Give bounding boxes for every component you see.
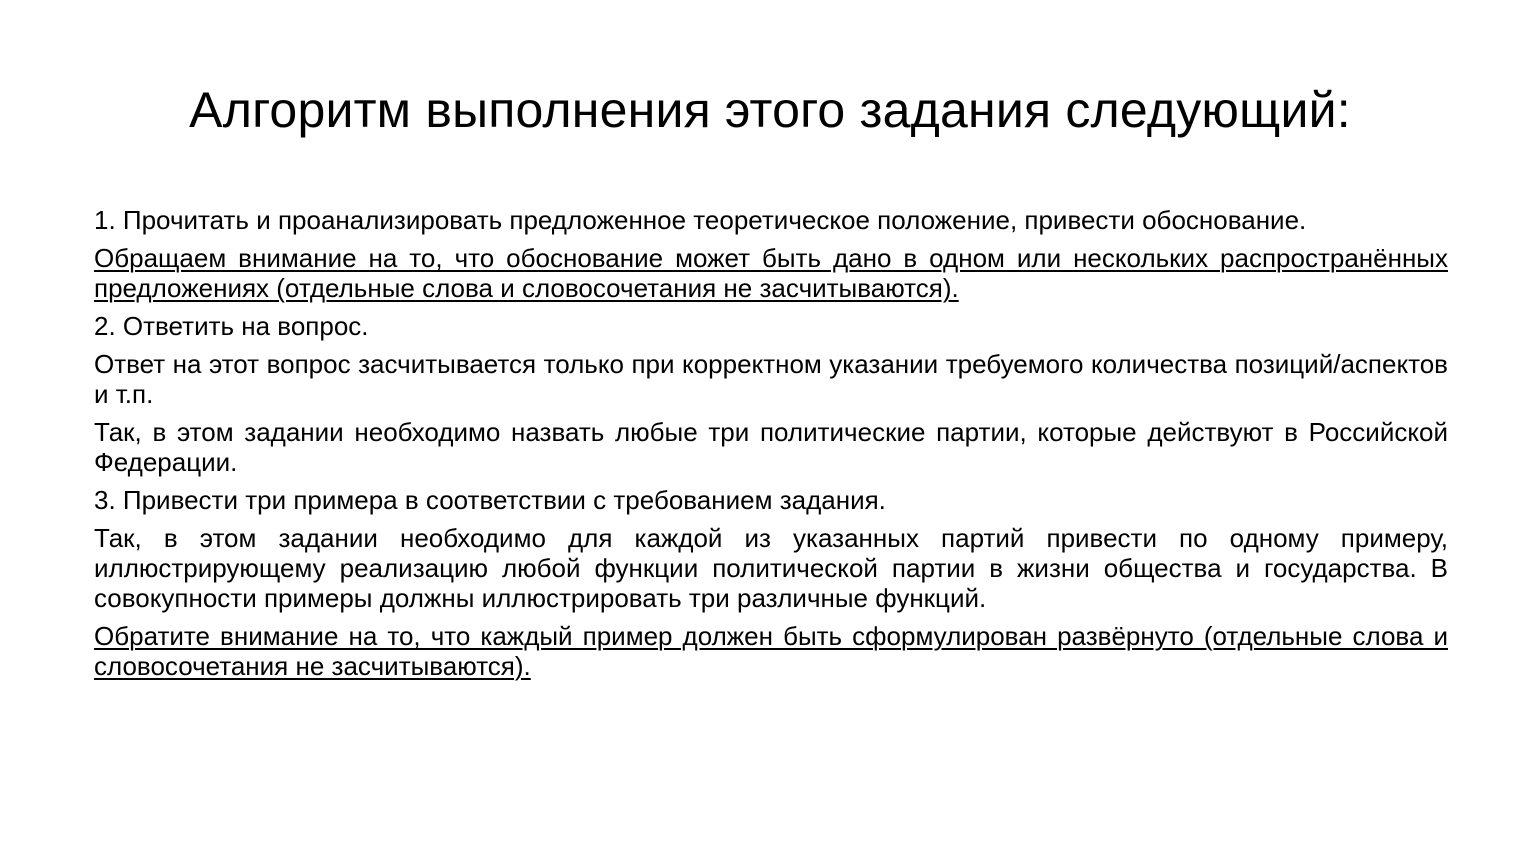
step-2-note: Ответ на этот вопрос засчитывается только при корректном указании требуемого количества позиций/аспектов и т.п. bbox=[94, 349, 1448, 409]
step-3-example: Так, в этом задании необходимо для каждой из указанных партий привести по одному примеру, иллюстрирующему реализацию любой функции политической партии в жизни общества и государства. В совокупности примеры должны иллюстрировать три различные функций. bbox=[94, 523, 1448, 613]
step-3-note: Обратите внимание на то, что каждый пример должен быть сформулирован развёрнуто (отдельные слова и словосочетания не засчитываются). bbox=[94, 621, 1448, 681]
slide-title: Алгоритм выполнения этого задания следующий: bbox=[189, 82, 1351, 138]
step-2-example: Так, в этом задании необходимо назвать любые три политические партии, которые действуют в Российской Федерации. bbox=[94, 417, 1448, 477]
step-3-instruction: 3. Привести три примера в соответствии с требованием задания. bbox=[94, 485, 886, 515]
step-1-instruction: 1. Прочитать и проанализировать предложенное теоретическое положение, привести обоснование. bbox=[94, 205, 1307, 235]
step-2-instruction: 2. Ответить на вопрос. bbox=[94, 311, 369, 341]
step-1-note: Обращаем внимание на то, что обоснование может быть дано в одном или нескольких распространённых предложениях (отдельные слова и словосочетания не засчитываются). bbox=[94, 243, 1448, 303]
slide-body bbox=[94, 205, 1448, 689]
